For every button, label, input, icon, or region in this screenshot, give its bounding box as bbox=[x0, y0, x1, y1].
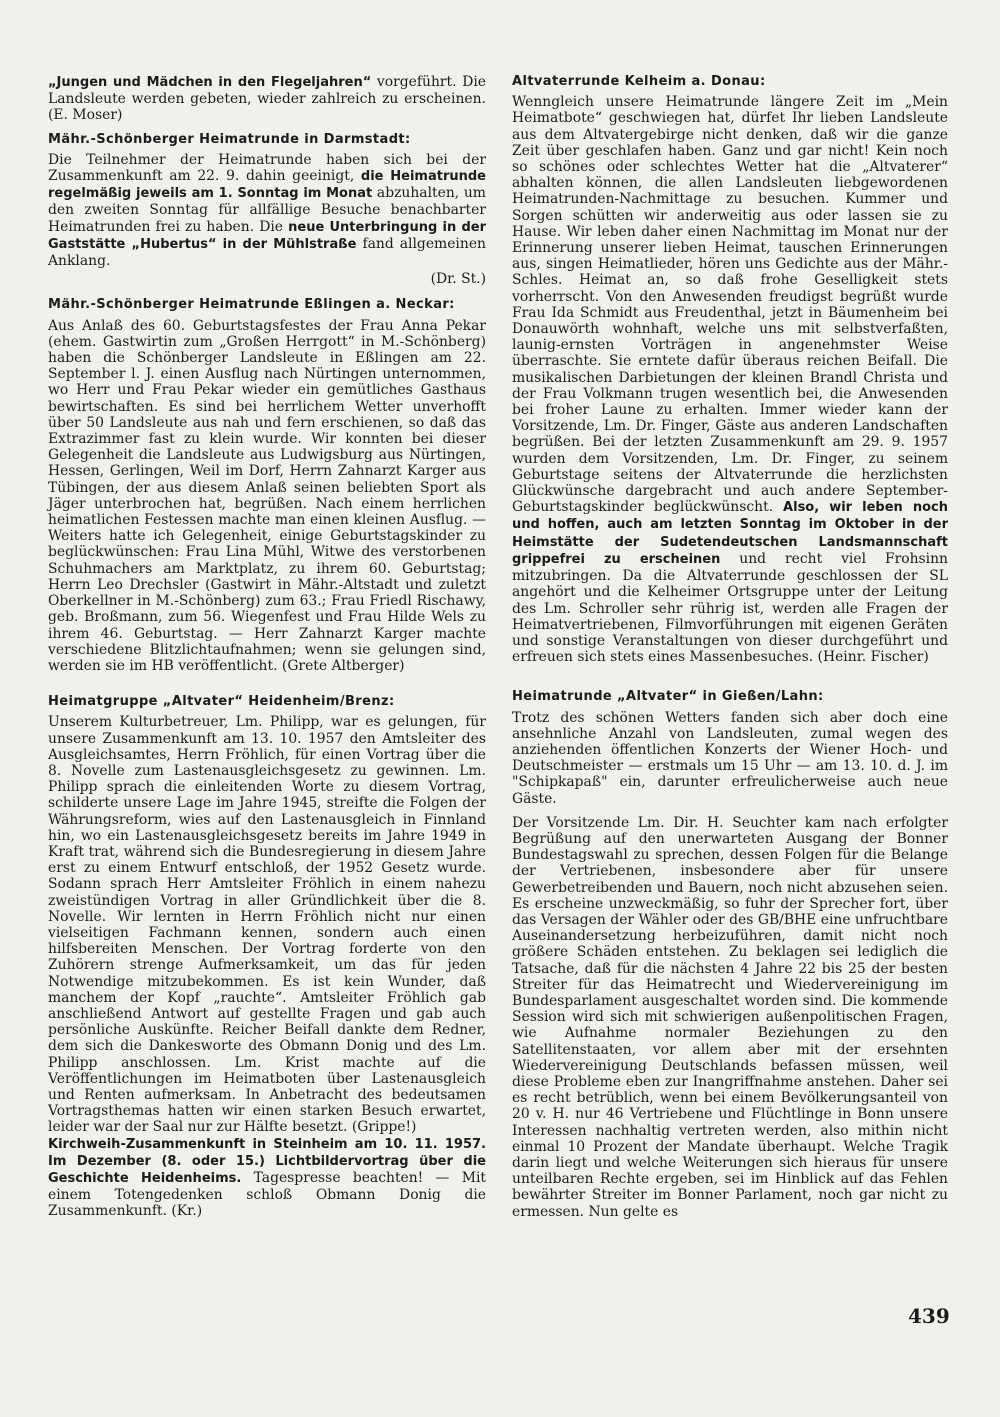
darmstadt-bold-1: die Heimatrunde regelmäßig jeweils am 1. Sonntag im Monat bbox=[48, 169, 486, 202]
heidenheim-closing: Tagespresse beachten! — Mit einem Totengedenken schloß Obmann Donig die Zusammenkunft. (Kr.) bbox=[48, 1170, 486, 1220]
giessen-paragraph-1: Trotz des schönen Wetters fanden sich aber doch eine ansehnliche Anzahl von Landsleuten, zumal wegen des anziehenden öffentlichen Konzerts der Wiener Hoch- und Deutschmeister — erstmals um 15 Uhr — am 13. 10. d. J. im "Schipkapaß" ein, darunter erfreulicherweise auch neue Gäste. bbox=[512, 709, 948, 807]
left-column bbox=[48, 74, 486, 1228]
giessen-paragraph-2: Der Vorsitzende Lm. Dir. H. Seuchter kam nach erfolgter Begrüßung auf den unerwarteten Ausgang der Bonner Bundestagswahl zu sprechen, dessen Folgen für die Belange der Vertriebenen, insbesondere aber für unsere Gewerbetreibenden und Bauern, noch nicht abzusehen seien. Es erscheine unzweckmäßig, so fuhr der Sprecher fort, über das Versagen der Wähler oder des GB/BHE eine unfruchtbare Auseinandersetzung herbeizuführen, damit nicht noch größere Schäden entstehen. Zu beklagen sei lediglich die Tatsache, daß für die nächsten 4 Jahre 22 bis 25 der besten Streiter für das Heimatrecht und Wiedervereinigung im Bundesparlament ausgeschaltet worden sind. Die kommende Session wird sich mit schwierigen außenpolitischen Fragen, wie Aufnahme normaler Beziehungen zu den Satellitenstaaten, vor allem aber mit der ersehnten Wiedervereinigung Deutschlands befassen müssen, weil diese Probleme eben zur Inangriffnahme anstehen. Daher sei es recht betrüblich, wenn bei einem Bevölkerungsanteil von 20 v. H. nur 46 Vertriebene und Flüchtlinge in Bonn unsere Interessen nachhaltig vertreten werden, also mithin nicht einmal 10 Prozent der Mandate überhaupt. Welche Tragik darin liegt und welche Weiterungen sich hieraus für unsere unteilbaren Rechte ergeben, sei im Hinblick auf das Fehlen bewährter Streiter im Bonner Parlament, noch gar nicht zu ermessen. Nun gelte es bbox=[512, 814, 948, 1220]
heidenheim-bold: Kirchweih-Zusammenkunft in Steinheim am 10. 11. 1957. Im Dezember (8. oder 15.) Lichtbildervortrag über die Geschichte Heidenheims. bbox=[48, 1136, 486, 1186]
darmstadt-bold-2: neue Unterbringung in der Gaststätte „Hubertus“ in der Mühlstraße bbox=[48, 219, 486, 252]
right-column bbox=[512, 74, 948, 1228]
kelheim-paragraph bbox=[512, 94, 948, 665]
kelheim-heading: Altvaterrunde Kelheim a. Donau: bbox=[512, 74, 766, 89]
darmstadt-text-3: fand allgemeinen Anklang. bbox=[48, 235, 486, 270]
kelheim-bold: Also, wir leben noch und hoffen, auch am letzten Sonntag im Oktober in der Heimstätte der Sudetendeutschen Landsmannschaft grippefrei zu erscheinen bbox=[512, 500, 948, 567]
darmstadt-heading: Mähr.-Schönberger Heimatrunde in Darmstadt: bbox=[48, 131, 411, 147]
heidenheim-announcement bbox=[48, 1136, 486, 1220]
heidenheim-heading: Heimatgruppe „Altvater“ Heidenheim/Brenz: bbox=[48, 694, 395, 710]
intro-bold: „Jungen und Mädchen in den Flegeljahren“ bbox=[48, 75, 372, 90]
darmstadt-text-1: Die Teilnehmer der Heimatrunde haben sich bei der Zusammenkunft am 22. 9. dahin geeinigt, bbox=[48, 151, 486, 185]
darmstadt-text-2: abzuhalten, um den zweiten Sonntag für allfällige Besuche benachbarter Heimatrunden frei zu haben. Die bbox=[48, 185, 486, 235]
heidenheim-paragraph: Unserem Kulturbetreuer, Lm. Philipp, war es gelungen, für unsere Zusammenkunft am 13. 10. 1957 den Amtsleiter des Ausgleichsamtes, Herrn Fröhlich, für einen Vortrag über die 8. Novelle zum Lastenausgleichsgesetz zu gewinnen. Lm. Philipp sprach die einleitenden Worte zu diesem Vortrag, schilderte unsere Lage im Jahre 1945, streifte die Folgen der Währungsreform, wies auf den Lastenausgleich in Finnland hin, wo ein Lastenausgleichsgesetz bereits im Jahre 1949 in Kraft trat, während sich die Bundesregierung in diesem Jahre erst zu einem Entwurf entschloß, der 1952 Gesetz wurde. Sodann sprach Herr Amtsleiter Fröhlich in einem nahezu zweistündigen Vortrag in aller Gründlichkeit über die 8. Novelle. Wir lernten in Herrn Fröhlich nicht nur einen vielseitigen Fachmann kennen, sondern auch einen hilfsbereiten Menschen. Der Vortrag forderte von den Zuhörern strenge Aufmerksamkeit, um das für jeden Notwendige mitzubekommen. Es ist kein Wunder, daß manchem der Kopf „rauchte“. Amtsleiter Fröhlich gab anschließend Antwort auf gestellte Fragen und gab auch persönliche Auskünfte. Reicher Beifall dankte dem Redner, dem sich die Dankesworte des Obmann Donig und des Lm. Philipp anschlossen. Lm. Krist machte auf die Veröffentlichungen im Heimatboten über Lastenausgleich und Renten aufmerksam. In Anbetracht des bedeutsamen Vortragsthemas hatten wir einen starken Besuch erwartet, leider war der Saal nur zur Hälfte besetzt. (Grippe!) bbox=[48, 714, 486, 1136]
intro-text: vorgeführt. Die Landsleute werden gebeten, wieder zahlreich zu erscheinen. (E. Moser) bbox=[48, 74, 486, 124]
darmstadt-signature: (Dr. St.) bbox=[430, 271, 486, 288]
esslingen-heading: Mähr.-Schönberger Heimatrunde Eßlingen a. Neckar: bbox=[48, 297, 455, 313]
darmstadt-paragraph bbox=[48, 152, 486, 269]
esslingen-paragraph: Aus Anlaß des 60. Geburtstagsfestes der Frau Anna Pekar (ehem. Gastwirtin zum „Großen Herrgott“ in M.-Schönberg) haben die Schönberger Landsleute in Eßlingen am 22. September l. J. einen Ausflug nach Nürtingen unternommen, wo Herr und Frau Pekar wieder ein gemütliches Gasthaus bewirtschaften. Es sind bei herrlichem Wetter unverhofft über 50 Landsleute aus nah und fern erschienen, so daß das Extrazimmer fast zu klein wurde. Wir konnten bei dieser Gelegenheit die Landsleute aus Ludwigsburg aus Nürtingen, Hessen, Gerlingen, Weil im Dorf, Herrn Zahnarzt Karger aus Tübingen, der aus diesem Anlaß seinen beliebten Sport als Jäger unterbrochen hat, begrüßen. Nach einem herrlichen heimatlichen Festessen machte man einen kleinen Ausflug. — Weiters hatte ich Gelegenheit, einige Geburtstagskinder zu beglückwünschen: Frau Lina Mühl, Witwe des verstorbenen Schuhmachers am Marktplatz, zu ihrem 60. Geburtstag; Herrn Leo Drechsler (Gastwirt in Mähr.-Altstadt und zuletzt Oberkellner in M.-Schönberg) zum 63.; Frau Friedl Rischawy, geb. Broßmann, zum 56. Wiegenfest und Frau Hilde Wels zu ihrem 46. Geburtstag. — Herr Zahnarzt Karger machte verschiedene Blitzlichtaufnahmen; wenn sie gelungen sind, werden sie im HB veröffentlicht. (Grete Altberger) bbox=[48, 317, 486, 674]
kelheim-text-2: und recht viel Frohsinn mitzubringen. Da die Altvaterrunde geschlossen der SL angehört und die Kelheimer Ortsgruppe unter der Leitung des Lm. Schroller sehr rührig ist, werden alle Fragen der Heimatvertriebenen, Filmvorführungen mit eigenen Geräten und sonstige Veranstaltungen von dieser durchgeführt und erfreuen sich stets eines Massenbesuches. (Heinr. Fischer) bbox=[512, 550, 948, 666]
page-number: 439 bbox=[908, 1304, 950, 1328]
kelheim-text-1: Wenngleich unsere Heimatrunde längere Zeit im „Mein Heimatbote“ geschwiegen hat, dürfet Ihr lieben Landsleute aus dem Altvatergebirge nicht denken, daß wir die ganze Zeit über geschlafen haben. Ganz und gar nicht! Kein noch so schönes oder schlechtes Wetter hat die „Altvaterer“ abhalten können, die allen Landsleuten liebgewordenen Heimatrunden-Nachmittage zu besuchen. Kummer und Sorgen schütten wir anderweitig aus oder lassen sie zu Hause. Wir leben daher einen Nachmittag im Monat nur der Erinnerung unserer lieben Heimat, tauschen Erinnerungen aus, singen Heimatlieder, hören uns Gedichte aus der Mähr.-Schles. Heimat an, so daß frohe Geselligkeit stets vorherrscht. Von den Anwesenden freudigst begrüßt wurde Frau Ida Schmidt aus Freudenthal, jetzt in Bäumenheim bei Donauwörth wohnhaft, welche uns mit selbstverfaßten, launig-ernsten Vorträgen in angenehmster Weise überraschte. Sie erntete dafür überaus reichen Beifall. Die musikalischen Darbietungen der kleinen Brandl Christa und der Frau Volkmann trugen wesentlich bei, die Anwesenden bei froher Laune zu erhalten. Immer wieder kann der Vorsitzende, Lm. Dr. Finger, Gäste aus anderen Landschaften begrüßen. Bei der letzten Zusammenkunft am 29. 9. 1957 wurden dem Vorsitzenden, Lm. Dr. Finger, zu seinem Geburtstage seitens der Altvaterrunde die herzlichsten Glückwünsche dargebracht und auch andere September-Geburtstagskinder beglückwünscht. bbox=[512, 94, 948, 516]
intro-paragraph bbox=[48, 74, 486, 124]
giessen-heading: Heimatrunde „Altvater“ in Gießen/Lahn: bbox=[512, 689, 824, 705]
